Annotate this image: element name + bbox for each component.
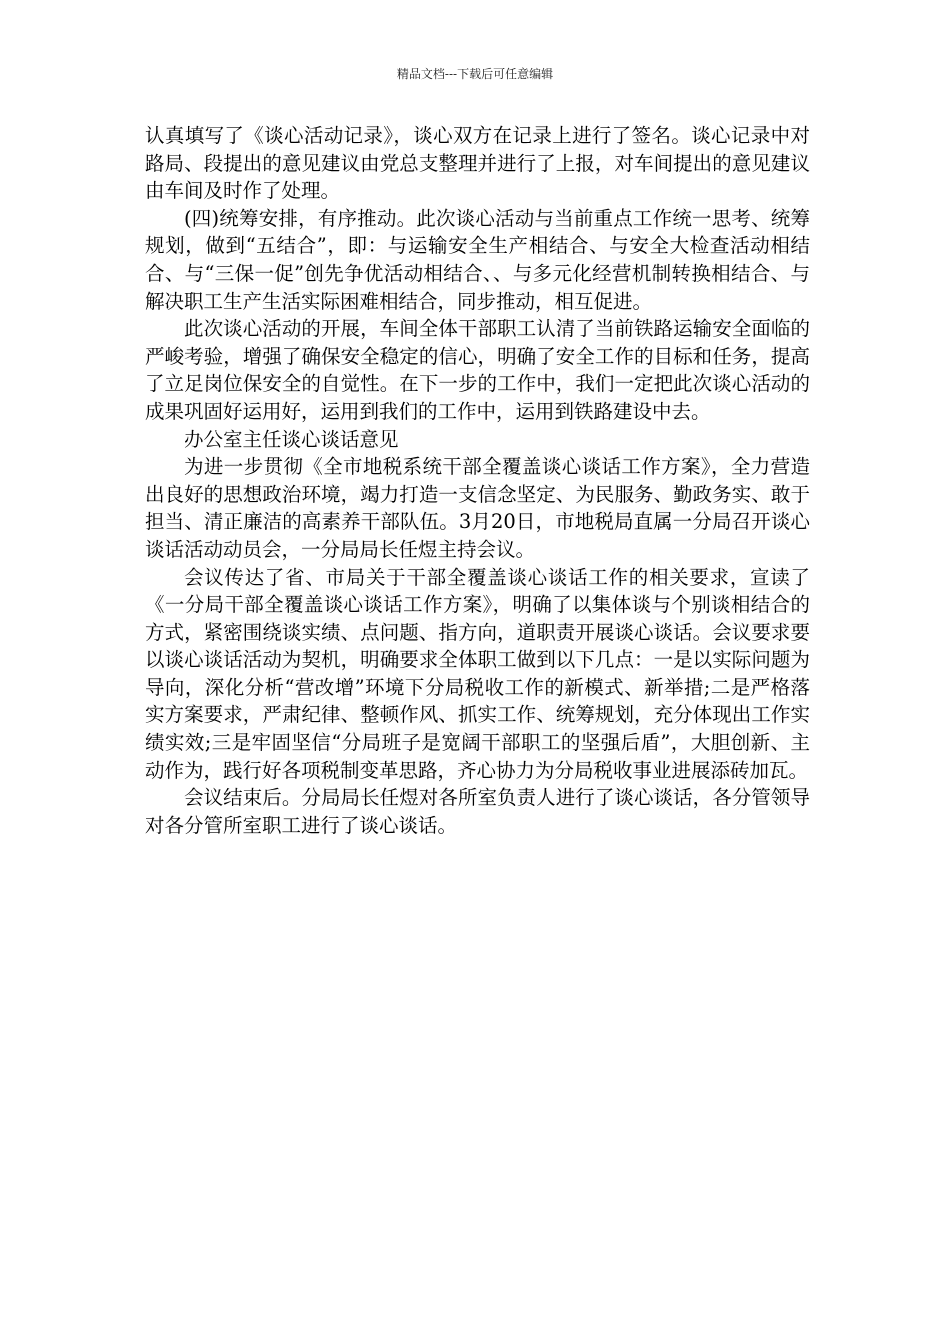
paragraph-coordination: (四)统筹安排，有序推动。此次谈心活动与当前重点工作统一思考、统筹规划，做到“五结合”，即：与运输安全生产相结合、与安全大检查活动相结合、与“三保一促”创先争优活动相结合、、与多元化经营机制转换相结合、与解决职工生产生活实际困难相结合，同步推动，相互促进。 [145,206,810,313]
page-header: 精品文档---下载后可任意编辑 [396,67,554,81]
document-body [145,122,810,839]
paragraph-conclusion: 此次谈心活动的开展，车间全体干部职工认清了当前铁路运输安全面临的严峻考验，增强了确保安全稳定的信心，明确了安全工作的目标和任务，提高了立足岗位保安全的自觉性。在下一步的工作中，我们一定把此次谈心活动的成果巩固好运用好，运用到我们的工作中，运用到铁路建设中去。 [145,317,810,423]
paragraph-intro: 为进一步贯彻《全市地税系统干部全覆盖谈心谈话工作方案》，全力营造出良好的思想政治环境，竭力打造一支信念坚定、为民服务、勤政务实、敢于担当、清正廉洁的高素养干部队伍。3月20日，市地税局直属一分局召开谈心谈话活动动员会，一分局局长任煜主持会议。 [145,455,810,561]
section-title: 办公室主任谈心谈话意见 [184,427,399,451]
paragraph-record-continuation: 认真填写了《谈心活动记录》，谈心双方在记录上进行了签名。谈心记录中对路局、段提出的意见建议由党总支整理并进行了上报，对车间提出的意见建议由车间及时作了处理。 [145,124,810,203]
paragraph-meeting: 会议传达了省、市局关于干部全覆盖谈心谈话工作的相关要求，宣读了《一分局干部全覆盖谈心谈话工作方案》，明确了以集体谈与个别谈相结合的方式，紧密围绕谈实绩、点问题、指方向，道职责开展谈心谈话。会议要求要以谈心谈话活动为契机，明确要求全体职工做到以下几点：一是以实际问题为导向，深化分析“营改增”环境下分局税收工作的新模式、新举措;二是严格落实方案要求，严肃纪律、整顿作风、抓实工作、统筹规划，充分体现出工作实绩实效;三是牢固坚信“分局班子是宽阔干部职工的坚强后盾”，大胆创新、主动作为，践行好各项税制变革思路，齐心协力为分局税收事业进展添砖加瓦。 [145,565,810,782]
paragraph-after-meeting: 会议结束后。分局局长任煜对各所室负责人进行了谈心谈话，各分管领导对各分管所室职工进行了谈心谈话。 [145,786,810,837]
